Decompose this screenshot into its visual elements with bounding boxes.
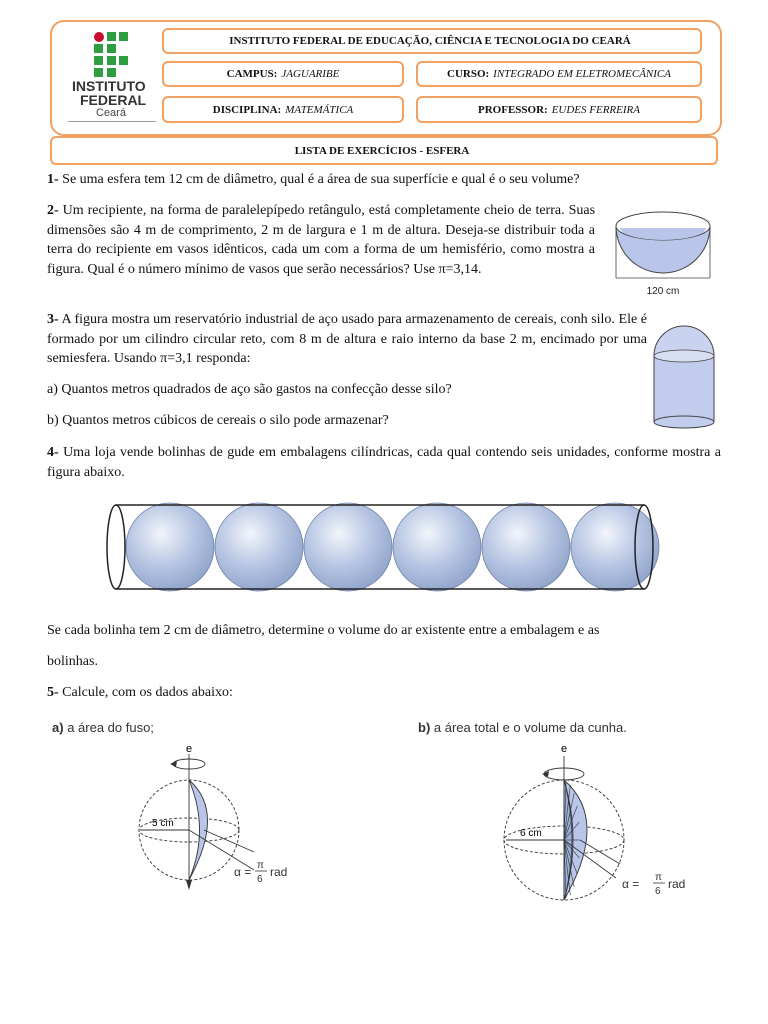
marble: [482, 503, 570, 591]
campus-value: JAGUARIBE: [281, 68, 340, 80]
institution-logo: INSTITUTO FEDERAL Ceará: [66, 30, 158, 124]
axis-label-a: e: [185, 743, 193, 755]
marble: [304, 503, 392, 591]
question-4-followup-1: Se cada bolinha tem 2 cm de diâmetro, determine o volume do ar existente entre a embalagem e as: [47, 623, 600, 638]
professor-value: EUDES FERREIRA: [551, 103, 640, 116]
question-1: 1- Se uma esfera tem 12 cm de diâmetro, qual é a área de sua superfície e qual é o seu volume?: [47, 172, 580, 187]
question-4-followup-2: bolinhas.: [47, 654, 98, 669]
radius-label-a: 5 cm: [152, 818, 174, 829]
question-3: 3- A figura mostra um reservatório industrial de aço usado para armazenamento de cereais, conh silo. Ele é formado por um cilindro circular reto, com 8 m de altura e raio interno da base 2 m, encimado por uma semiesfera. Usando π=3,1 responda:: [47, 312, 647, 366]
svg-text:rad: rad: [668, 877, 686, 891]
marble: [215, 503, 303, 591]
disciplina-box: DISCIPLINA: MATEMÁTICA: [162, 96, 404, 123]
institution-name: INSTITUTO FEDERAL DE EDUCAÇÃO, CIÊNCIA E TECNOLOGIA DO CEARÁ: [229, 35, 631, 47]
vase-diameter-label: 120 cm: [646, 286, 680, 297]
wedge-sphere-figure: [490, 740, 700, 910]
svg-text:6: 6: [257, 874, 263, 885]
lune-sphere-figure: [130, 740, 340, 900]
professor-box: PROFESSOR: EUDES FERREIRA: [416, 96, 702, 123]
list-title: LISTA DE EXERCÍCIOS - ESFERA: [294, 144, 470, 157]
radius-label-b: 6 cm: [520, 828, 542, 839]
alpha-label-b: α =: [622, 877, 640, 891]
disciplina-value: MATEMÁTICA: [285, 103, 354, 116]
marble: [393, 503, 481, 591]
marble: [126, 503, 214, 591]
institution-name-box: [162, 28, 702, 54]
question-3a: a) Quantos metros quadrados de aço são gastos na confecção desse silo?: [47, 382, 452, 397]
campus-box: CAMPUS: JAGUARIBE: [162, 61, 404, 87]
marbles-tube-figure: [104, 500, 664, 596]
curso-box: CURSO: INTEGRADO EM ELETROMECÂNICA: [416, 61, 702, 87]
q5b-heading: b) a área total e o volume da cunha.: [418, 720, 627, 735]
curso-value: INTEGRADO EM ELETROMECÂNICA: [493, 68, 671, 80]
silo-figure: [648, 312, 720, 432]
question-3b: b) Quantos metros cúbicos de cereais o silo pode armazenar?: [47, 413, 389, 428]
hemisphere-vase-figure: [608, 198, 718, 298]
alpha-label-a: α =: [234, 865, 252, 879]
svg-text:π: π: [655, 872, 662, 883]
svg-text:π: π: [257, 860, 264, 871]
question-2: 2- Um recipiente, na forma de paralelepípedo retângulo, está completamente cheio de terra. Suas dimensões são 4 m de comprimento, 2 m de largura e 1 m de altura. Deseja-se distribuir toda a terra do recipiente em vasos idênticos, cada um com a forma de um hemisfério, como mostra a figura. Qual é o número mínimo de vasos que serão necessários? Use π=3,14.: [47, 203, 596, 277]
axis-label-b: e: [560, 743, 568, 755]
question-5: 5- Calcule, com os dados abaixo:: [47, 685, 233, 700]
q5a-heading: a) a área do fuso;: [52, 720, 154, 735]
svg-text:6: 6: [655, 886, 661, 897]
marble: [571, 503, 659, 591]
list-title-box: [50, 136, 718, 165]
question-4: 4- Uma loja vende bolinhas de gude em embalagens cilíndricas, cada qual contendo seis unidades, conforme mostra a figura abaixo.: [47, 445, 721, 480]
svg-text:rad: rad: [270, 865, 288, 879]
